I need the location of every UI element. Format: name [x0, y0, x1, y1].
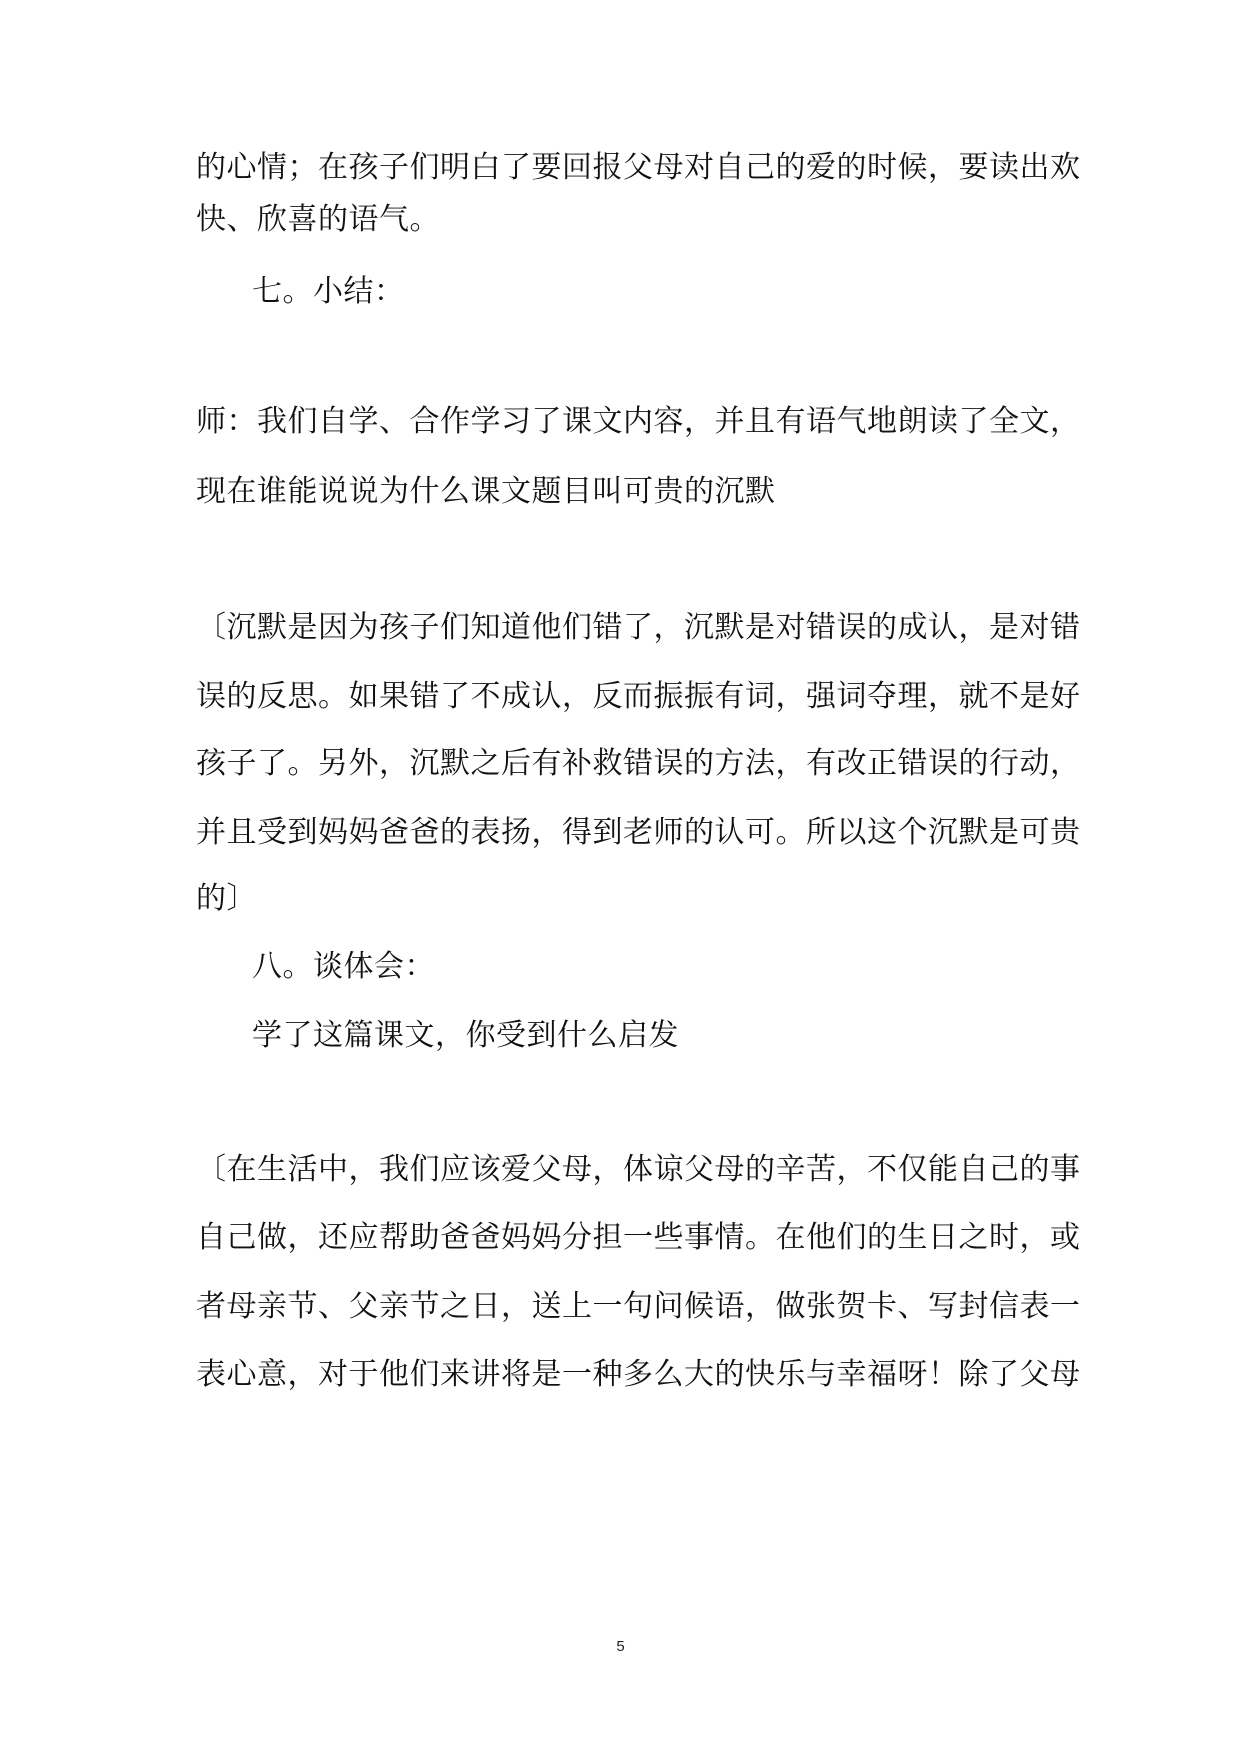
text-line: 师：我们自学、合作学习了课文内容，并且有语气地朗读了全文，	[196, 404, 1081, 439]
text-line: 〔沉默是因为孩子们知道他们错了，沉默是对错误的成认，是对错	[196, 610, 1081, 645]
text-line: 误的反思。如果错了不成认，反而振振有词，强词夺理，就不是好	[196, 679, 1081, 714]
text-line: 〔在生活中，我们应该爱父母，体谅父母的辛苦，不仅能自己的事	[196, 1152, 1081, 1187]
text-line: 现在谁能说说为什么课文题目叫可贵的沉默	[196, 474, 776, 509]
text-line: 的心情；在孩子们明白了要回报父母对自己的爱的时候，要读出欢	[196, 150, 1081, 185]
text-line: 并且受到妈妈爸爸的表扬，得到老师的认可。所以这个沉默是可贵	[196, 815, 1081, 850]
text-line: 者母亲节、父亲节之日，送上一句问候语，做张贺卡、写封信表一	[196, 1289, 1081, 1324]
text-line: 表心意，对于他们来讲将是一种多么大的快乐与幸福呀！除了父母	[196, 1357, 1081, 1392]
text-line: 学了这篇课文，你受到什么启发	[252, 1018, 679, 1053]
text-line: 孩子了。另外，沉默之后有补救错误的方法，有改正错误的行动，	[196, 746, 1081, 781]
text-line: 的〕	[196, 881, 257, 916]
text-line: 快、欣喜的语气。	[196, 202, 440, 237]
text-line: 自己做，还应帮助爸爸妈妈分担一些事情。在他们的生日之时，或	[196, 1220, 1081, 1255]
section-heading: 七。小结：	[252, 274, 405, 309]
page-number: 5	[616, 1638, 625, 1655]
section-heading: 八。谈体会：	[252, 949, 435, 984]
